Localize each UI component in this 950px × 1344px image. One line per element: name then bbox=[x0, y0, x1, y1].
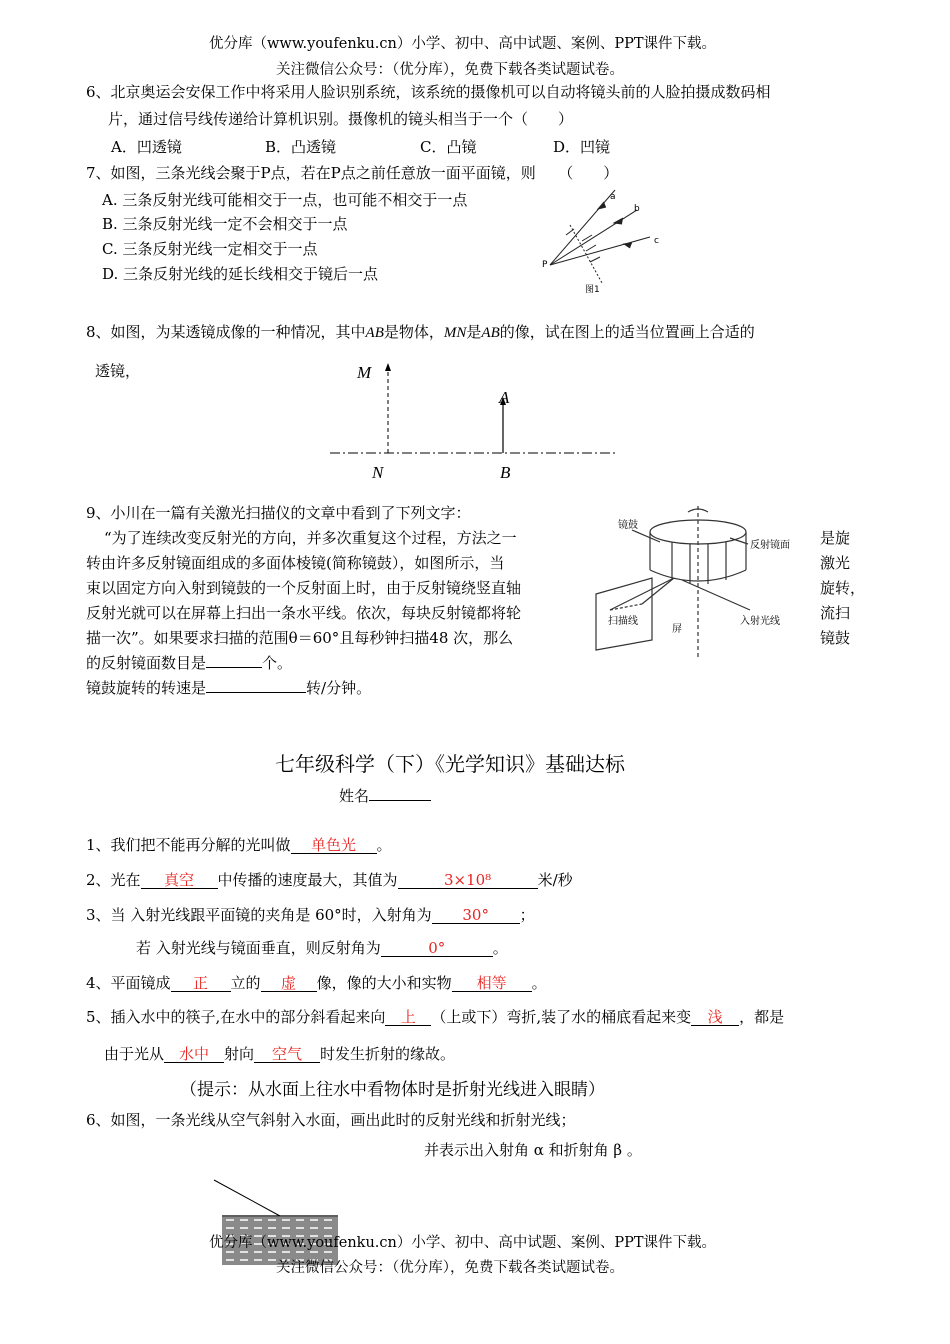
label-drum: 镜鼓 bbox=[618, 520, 638, 531]
q9-line-3-right: 激光 bbox=[820, 554, 851, 572]
footer-line-2: 关注微信公众号：（优分库），免费下载各类试题试卷。 bbox=[276, 1260, 624, 1276]
q7-option-d: D. 三条反射光线的延长线相交于镜后一点 bbox=[102, 265, 379, 283]
s1-line: 1、我们把不能再分解的光叫做 单色光 。 bbox=[86, 836, 392, 854]
s6-line-1: 6、如图，一条光线从空气斜射入水面，画出此时的反射光线和折射光线； bbox=[86, 1111, 576, 1129]
ray-a bbox=[550, 190, 615, 265]
label-screen: 屏 bbox=[672, 624, 682, 635]
header-line-1: 优分库（www.youfenku.cn）小学、初中、高中试题、案例、PPT课件下载。 bbox=[209, 36, 717, 52]
q6-option-a: A．凹透镜 bbox=[111, 138, 182, 156]
label-p: P bbox=[542, 260, 548, 270]
q9-line-3: 转由许多反射镜面组成的多面体棱镜(简称镜鼓），如图所示，当 bbox=[86, 554, 505, 572]
footer-line-1: 优分库（www.youfenku.cn）小学、初中、高中试题、案例、PPT课件下载。 bbox=[209, 1235, 717, 1251]
image-arrowhead bbox=[385, 363, 391, 371]
label-scanline: 扫描线 bbox=[608, 616, 638, 627]
s4-answer-2[interactable]: 虚 bbox=[261, 975, 317, 992]
arrow-a bbox=[598, 202, 606, 209]
s3-line-1: 3、当 入射光线跟平面镜的夹角是 60°时，入射角为 30° ； bbox=[86, 906, 535, 924]
incident-ray bbox=[214, 1180, 280, 1216]
s2-line: 2、光在 真空 中传播的速度最大，其值为 3×10⁸ 米/秒 bbox=[86, 871, 573, 889]
section-title: 七年级科学（下）《光学知识》基础达标 bbox=[275, 752, 625, 776]
q9-line-6-right: 镜鼓 bbox=[820, 629, 851, 647]
s3-line-2: 若 入射光线与镜面垂直，则反射角为 0° 。 bbox=[136, 939, 508, 957]
q9-figure bbox=[590, 500, 810, 665]
incident-ray bbox=[682, 580, 750, 610]
q7-stem: 7、如图，三条光线会聚于P点，若在P点之前任意放一面平面镜，则 （ ） bbox=[86, 164, 619, 182]
mirror-line bbox=[570, 225, 602, 283]
label-a: a bbox=[610, 192, 616, 202]
s5-answer-1[interactable]: 上 bbox=[385, 1009, 431, 1026]
q9-answer-blank-1[interactable] bbox=[206, 667, 262, 668]
q9-line-2-right: 是旋 bbox=[820, 529, 851, 547]
label-m: M bbox=[357, 363, 372, 382]
q9-line-4: 束以固定方向入射到镜鼓的一个反射面上时，由于反射镜绕竖直轴 bbox=[86, 579, 522, 597]
s1-answer[interactable]: 单色光 bbox=[291, 837, 377, 854]
arrow-b bbox=[614, 218, 623, 224]
s5-line-1: 5、插入水中的筷子,在水中的部分斜看起来向 上 （上或下）弯折,装了水的桶底看起来变 浅 ，都是 bbox=[86, 1008, 785, 1026]
arrow-c bbox=[624, 243, 632, 248]
fig-caption: 图1 bbox=[585, 285, 600, 295]
q9-line-7: 的反射镜面数目是 个。 bbox=[86, 654, 293, 672]
label-a: A bbox=[499, 388, 510, 407]
rotation-arrow bbox=[688, 509, 708, 512]
q6-option-c: C．凸镜 bbox=[420, 138, 477, 156]
q9-answer-blank-2[interactable] bbox=[206, 692, 306, 693]
q8-figure bbox=[320, 355, 630, 485]
label-mirror: 反射镜面 bbox=[750, 540, 790, 551]
q6-line-1: 6、北京奥运会安保工作中将采用人脸识别系统，该系统的摄像机可以自动将镜头前的人脸拍摄成数码相 bbox=[86, 83, 771, 101]
label-n: N bbox=[372, 463, 384, 482]
q9-line-1: 9、小川在一篇有关激光扫描仪的文章中看到了下列文字： bbox=[86, 504, 471, 522]
q9-line-4-right: 旋转， bbox=[820, 579, 866, 597]
name-label: 姓名 bbox=[339, 785, 431, 806]
s3-answer-2[interactable]: 0° bbox=[381, 940, 493, 957]
q6-option-d: D．凹镜 bbox=[553, 138, 611, 156]
name-field[interactable] bbox=[369, 800, 431, 801]
s5-answer-3[interactable]: 水中 bbox=[164, 1046, 224, 1063]
q9-line-5: 反射光就可以在屏幕上扫出一条水平线。依次，每块反射镜都将轮 bbox=[86, 604, 522, 622]
q9-line-8: 镜鼓旋转的转速是 转/分钟。 bbox=[86, 679, 372, 697]
label-incident: 入射光线 bbox=[740, 616, 780, 627]
label-b: b bbox=[634, 204, 640, 214]
q6-line-2: 片，通过信号线传递给计算机识别。摄像机的镜头相当于一个（ ） bbox=[108, 110, 574, 128]
s4-answer-3[interactable]: 相等 bbox=[452, 975, 532, 992]
s3-answer-1[interactable]: 30° bbox=[432, 907, 520, 924]
label-c: c bbox=[654, 236, 659, 246]
ray-b bbox=[550, 210, 637, 265]
q7-option-a: A. 三条反射光线可能相交于一点，也可能不相交于一点 bbox=[102, 191, 468, 209]
q8-line-1: 8、如图，为某透镜成像的一种情况，其中AB是物体，MN是AB的像，试在图上的适当位置画上合适的 bbox=[86, 323, 755, 341]
q9-line-5-right: 流扫 bbox=[820, 604, 851, 622]
q7-option-c: C. 三条反射光线一定相交于一点 bbox=[102, 240, 318, 258]
s6-line-2: 并表示出入射角 α 和折射角 β 。 bbox=[424, 1141, 642, 1159]
q9-line-6: 描一次”。如果要求扫描的范围θ＝60°且每秒钟扫描48 次，那么 bbox=[86, 629, 514, 647]
s5-line-2: 由于光从 水中 射向 空气 时发生折射的缘故。 bbox=[104, 1045, 456, 1063]
q9-line-2: “为了连续改变反射光的方向，并多次重复这个过程，方法之一 bbox=[104, 529, 517, 547]
s5-answer-2[interactable]: 浅 bbox=[691, 1009, 739, 1026]
header-line-2: 关注微信公众号：（优分库），免费下载各类试题试卷。 bbox=[276, 62, 624, 78]
q8-line-2: 透镜， bbox=[95, 362, 141, 380]
reflected-ray-1 bbox=[610, 578, 674, 610]
q6-option-b: B．凸透镜 bbox=[265, 138, 337, 156]
q7-figure bbox=[530, 185, 680, 300]
s5-hint: （提示：从水面上往水中看物体时是折射光线进入眼睛） bbox=[180, 1080, 605, 1100]
s2-answer-1[interactable]: 真空 bbox=[141, 872, 218, 889]
ray-c bbox=[550, 237, 650, 265]
s4-answer-1[interactable]: 正 bbox=[171, 975, 231, 992]
s4-line: 4、平面镜成 正 立的 虚 像，像的大小和实物 相等 。 bbox=[86, 974, 547, 992]
q7-option-b: B. 三条反射光线一定不会相交于一点 bbox=[102, 215, 348, 233]
screen bbox=[596, 578, 652, 650]
s5-answer-4[interactable]: 空气 bbox=[254, 1046, 320, 1063]
label-b: B bbox=[500, 463, 511, 482]
s2-answer-2[interactable]: 3×10⁸ bbox=[398, 872, 538, 889]
